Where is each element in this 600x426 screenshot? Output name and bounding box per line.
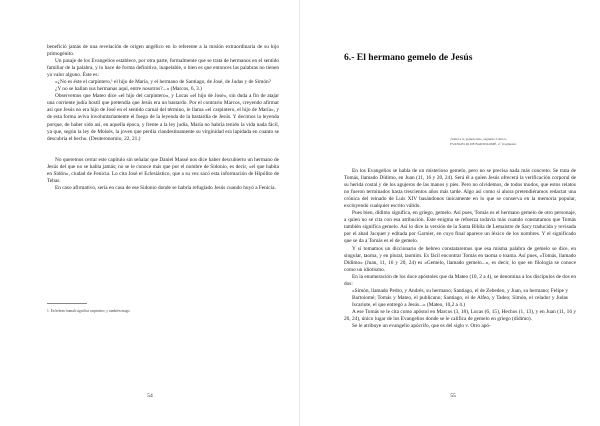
paragraph: benefició jamás de una revelación de origen angélico en lo referente a la misión extraordinaria de su hijo primogénito. bbox=[47, 44, 279, 58]
page-number: 54 bbox=[147, 393, 153, 399]
paragraph: En caso afirmativo, sería en casa de ese Sidonio donde se habría refugiado Jesús cuando huyó a Fenicia. bbox=[55, 184, 276, 191]
epigraph-source: EVANGELIO DE BARTOLOMÉ, 2.º fragmento bbox=[450, 142, 517, 147]
paragraph: No queremos cerrar este capítulo sin señalar que Daniel Massé nos dice haber descubierto un hermano de Jesús del que no se habla jamás; no se le conoce más que por el nombre de Sidonio, es decir, «el que habita en Sidón», ciudad de Fenicia. Lo cita José el Eclesiástico, que a su vez sacó esta información de Hipólito de Tebas. bbox=[47, 156, 279, 184]
paragraph: En la enumeración de los doce apóstoles que da Mateo (10, 2 a 4), se denomina a los discípulos de dos en dos: bbox=[344, 273, 576, 287]
left-text-column bbox=[47, 44, 279, 192]
paragraph: En los Evangelios se habla de un misterioso gemelo, pero no se precisa nada más concreto. Se trata de Tomás, llamado Dídimo, en Juan (11, 16 y 20, 24). Será él a quien Jesús ofrecerá la verificación corporal de su herida costal y de los agujeros de las manos y pies. Pero no olvidemos, de todos modos, que estos relatos no fueron terminados hasta trescientos años más tarde. Algo así como si ahora pretendiéramos redactar una crónica del reinado de Luis XIV basándonos únicamente en lo que se conserva en la memoria popular, excluyendo cualquier escrito válido. bbox=[344, 168, 576, 210]
quotation: «¿No es éste el carpintero,¹ el hijo de María, y el hermano de Santiago, de José, de Judas y de Simón? ¿Y no se hallan sus hermanas aquí, entre nosotros?...» (Marcos, 6, 3.) bbox=[55, 79, 271, 93]
page-number: 55 bbox=[450, 393, 456, 399]
footnote: 1. En hebreo hamah significa carpintero, y también mago. bbox=[47, 309, 131, 313]
footnote-rule bbox=[47, 303, 87, 304]
paragraph: Pues bien, dídimo significa, en griego, gemelo. Así pues, Tomás es el hermano gemelo de otro personaje, a quien no se cita con esa atribución. Este enigma se refuerza todavía más cuando constatamos que Tomás también significa gemelo. Así lo dice la versión de la Santa Biblia de Lemaistre de Sacy traducida y revisada por el abad Jacquet y editada por Garnier, en cuyo final aparece un léxico de los nombres. Y el significado que se da a Tomás es el de gemelo. bbox=[344, 210, 576, 245]
quotation: «Simón, llamado Pedro, y Andrés, su hermano; Santiago, el de Zebedeo, y Juan, su hermano; Felipe y Bartolomé; Tomás y Mateo, el publicano; Santiago, el de Alfeo, y Tadeo; Simón, el celador y Judas Iscariote, el que entregó a Jesús...» (Mateo, 10,2 a 4.) bbox=[352, 287, 568, 308]
paragraph: Se le atribuye un evangelio apócrifo, que es del siglo v. Otro apó- bbox=[352, 323, 491, 330]
paragraph: A ese Tomás se le cita como apóstol en Marcos (3, 18), Lucas (6, 15), Hechos (1, 13), y en Juan (11, 16 y 20, 24), único lugar de los Evangelios donde se le califica de gemelo en griego (dídimo). bbox=[344, 308, 576, 322]
epigraph-quote: ¡Salud a ti, gemelo mío, segundo Cristo!» bbox=[450, 137, 507, 141]
paragraph: Y si tomamos un diccionario de hebreo constataremos que esa misma palabra de gemelo se dice, en singular, taoma, y en plural, taomim. Es fácil encontrar Tomás en taoma o toama. Así pues, «Tomás, llamado Dídimo» (Juan, 11, 16 y 20, 24) es «Gemelo, llamado gemelo...», es decir, lo que en filología se conoce como un idiotismo. bbox=[344, 245, 576, 273]
paragraph: Observemos que Mateo dice «el hijo del carpintero», y Lucas «el hijo de José», sin duda a fin de atajar una corriente judía hostil que pretendía que Jesús era un bastardo. Por el contrario Marcos, creyendo afirmar así que Jesús no era hijo de José en el sentido carnal del término, le llama «el carpintero, el hijo de María», y de esta forma aviva involuntariamente el fuego de la leyenda de la bastardía de Jesús. Y decimos la leyenda porque, de haber sido así, en aquella época, y frente a la ley judía, María no habría tenido la vida nada fácil, ya que, según la ley de Moisés, la joven que perdía clandestinamente su virginidad era lapidada en cuanto se descubría el hecho. (Deuteronomio, 22, 21.) bbox=[47, 93, 279, 142]
epigraph bbox=[450, 137, 578, 147]
right-text-column bbox=[344, 168, 576, 330]
paragraph: Un pasaje de los Evangelios establece, por otra parte, formalmente que se trata de hermanos en el sentido familiar de la palabra, y lo hace de forma definitiva, inapelable, o bien es que entonces las palabras no tienen ya valor alguno. Éste es: bbox=[47, 58, 279, 79]
right-page bbox=[300, 0, 600, 426]
chapter-title: 6.- El hermano gemelo de Jesús bbox=[344, 52, 473, 63]
